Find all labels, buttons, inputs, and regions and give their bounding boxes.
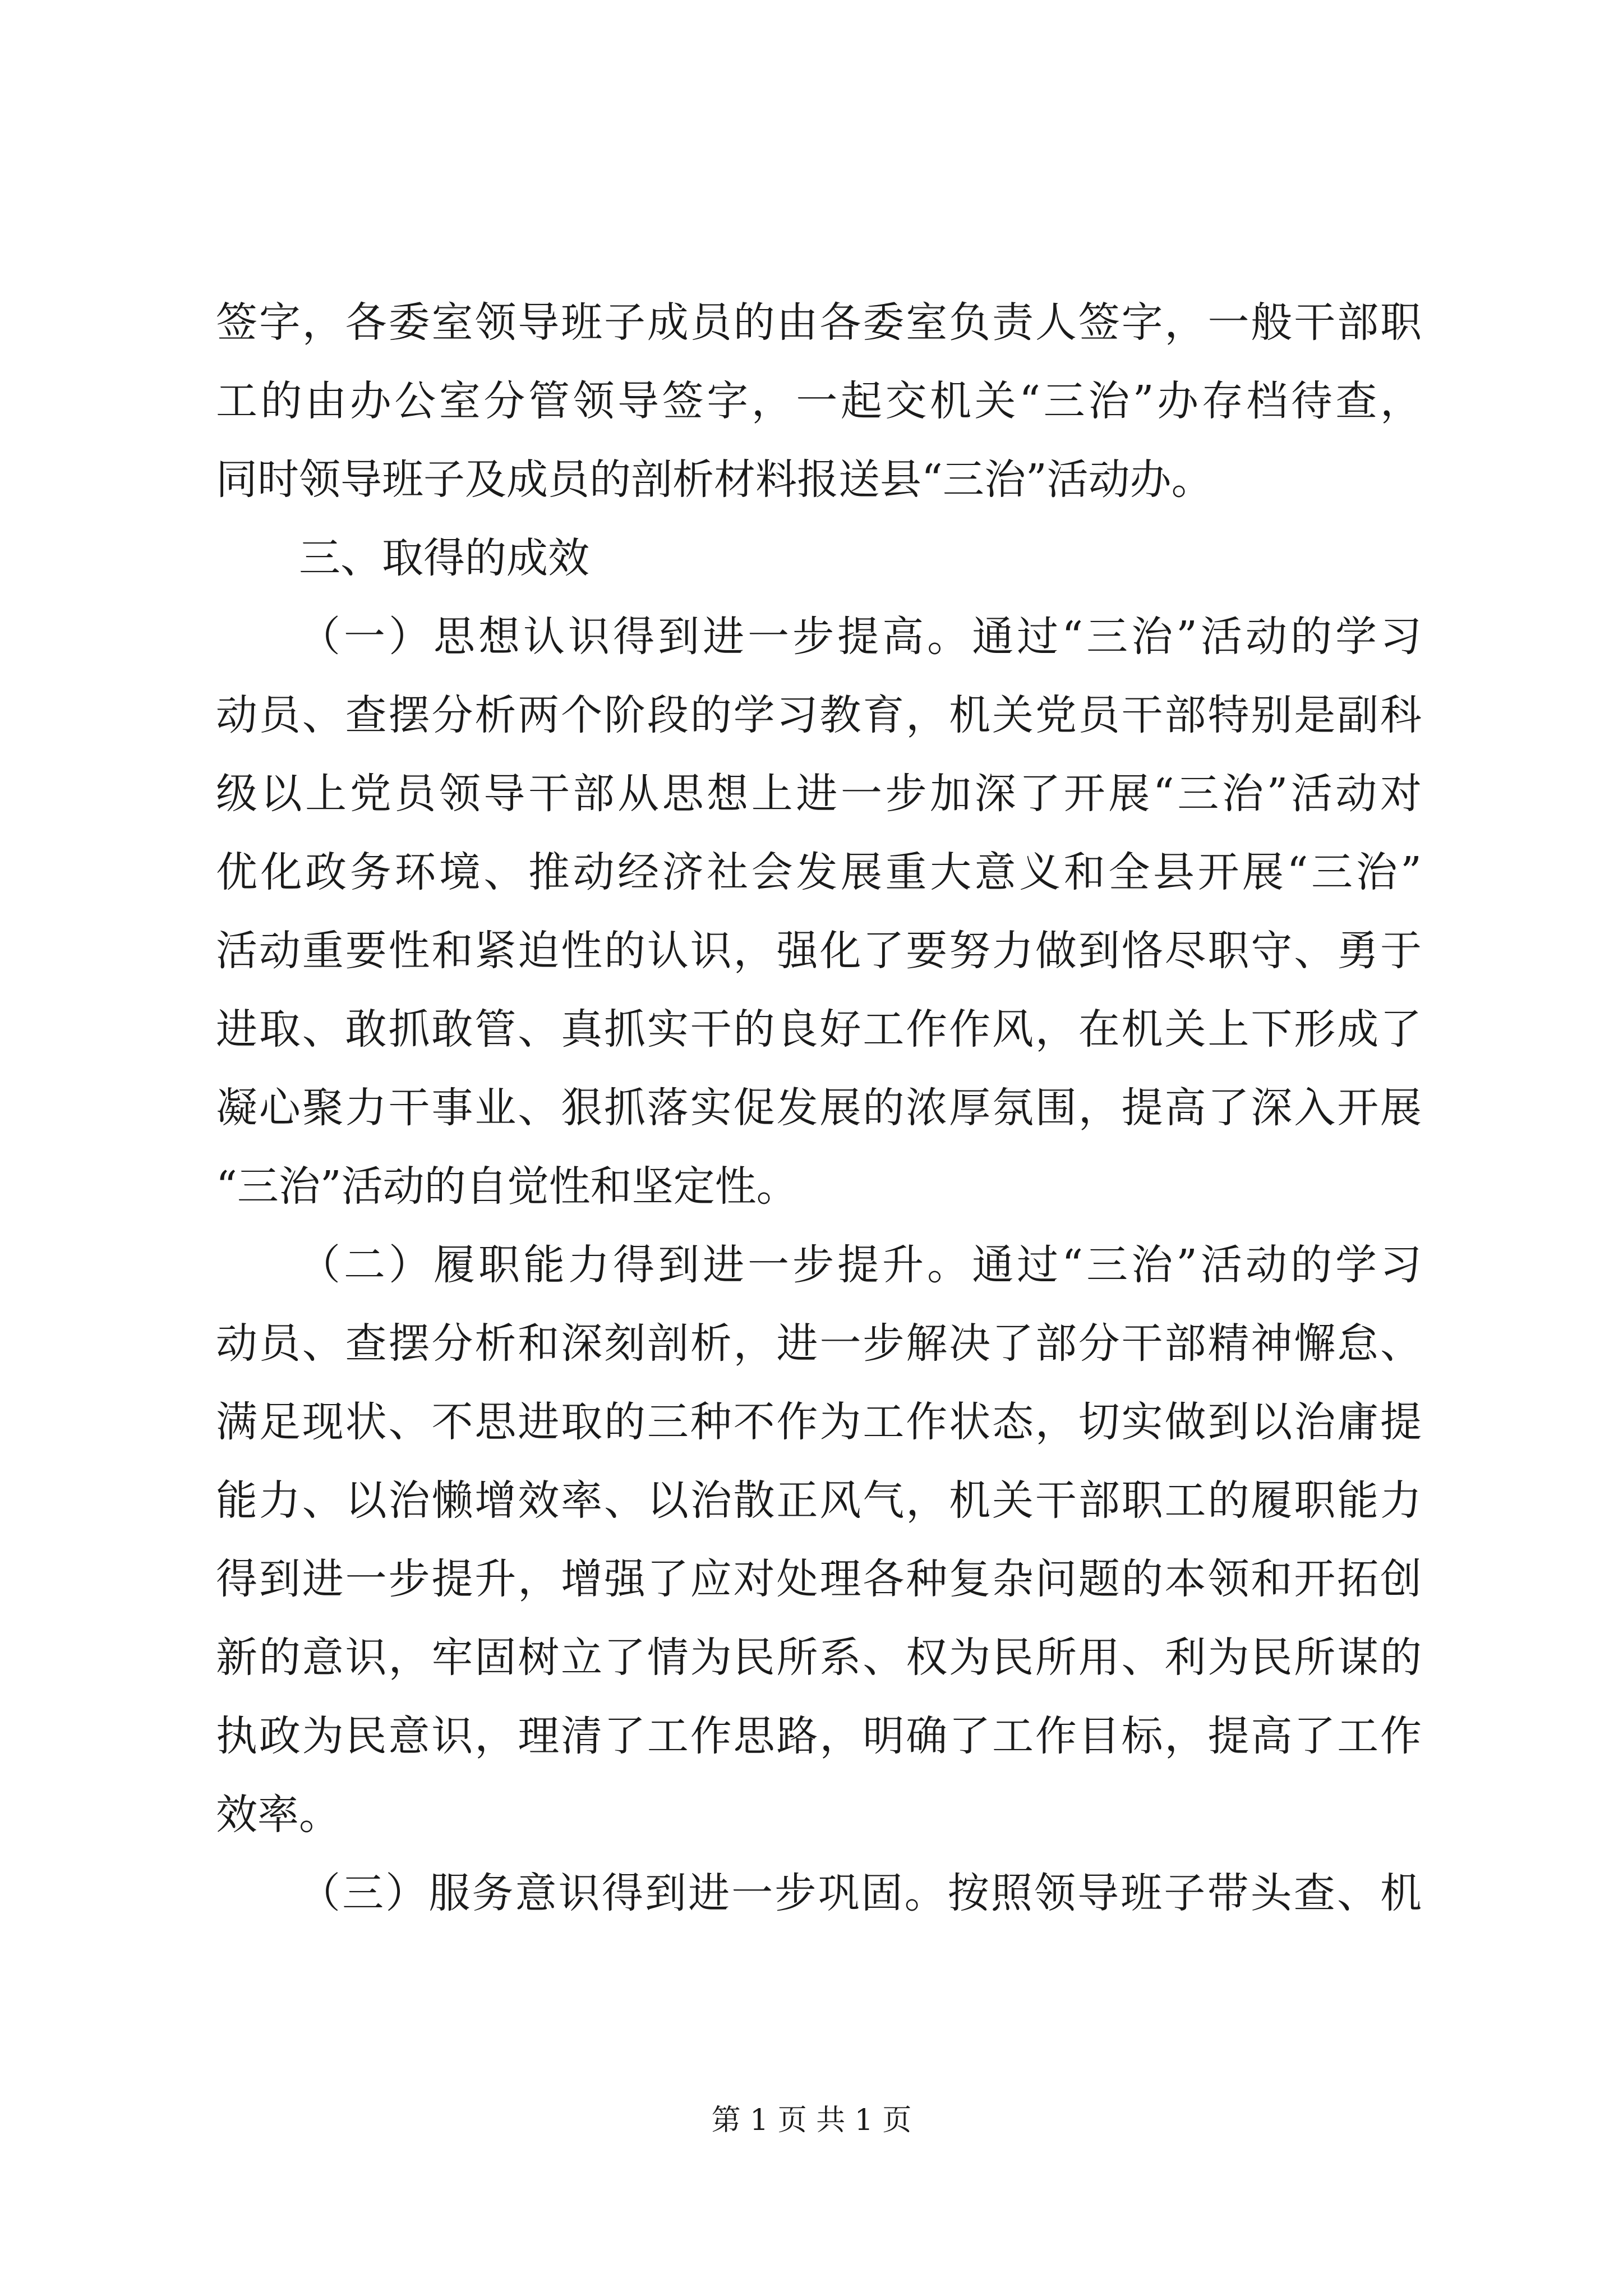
text-line: 同时领导班子及成员的剖析材料报送县“三治”活动办。 [216,455,1213,504]
text-line: 优化政务环境、推动经济社会发展重大意义和全县开展“三治” [216,848,1422,896]
text-line: 签字，各委室领导班子成员的由各委室负责人签字，一般干部职 [216,298,1422,347]
page-footer: 第 1 页 共 1 页 [711,2104,912,2137]
text-line: （三）服务意识得到进一步巩固。按照领导班子带头查、机 [299,1869,1422,1917]
text-line: “三治”活动的自觉性和坚定性。 [216,1162,798,1211]
text-line: 级以上党员领导干部从思想上进一步加深了开展“三治”活动对 [216,770,1422,818]
text-line: 新的意识，牢固树立了情为民所系、权为民所用、利为民所谋的 [216,1634,1422,1682]
text-line: 效率。 [216,1791,340,1839]
text-line: 动员、查摆分析和深刻剖析，进一步解决了部分干部精神懈怠、 [216,1319,1422,1368]
text-line: （二）履职能力得到进一步提升。通过“三治”活动的学习 [299,1241,1422,1289]
text-line: 得到进一步提升，增强了应对处理各种复杂问题的本领和开拓创 [216,1555,1422,1603]
text-line: 能力、以治懒增效率、以治散正风气，机关干部职工的履职能力 [216,1476,1422,1525]
text-line: 凝心聚力干事业、狠抓落实促发展的浓厚氛围，提高了深入开展 [216,1084,1422,1132]
text-line: 活动重要性和紧迫性的认识，强化了要努力做到恪尽职守、勇于 [216,927,1422,975]
section-heading: 三、取得的成效 [299,534,589,582]
text-line: 满足现状、不思进取的三种不作为工作状态，切实做到以治庸提 [216,1398,1422,1446]
text-line: 动员、查摆分析两个阶段的学习教育，机关党员干部特别是副科 [216,691,1422,739]
text-line: 执政为民意识，理清了工作思路，明确了工作目标，提高了工作 [216,1712,1422,1760]
text-line: 进取、敢抓敢管、真抓实干的良好工作作风，在机关上下形成了 [216,1005,1422,1053]
text-line: （一）思想认识得到进一步提高。通过“三治”活动的学习 [299,613,1422,661]
text-line: 工的由办公室分管领导签字，一起交机关“三治”办存档待查， [216,377,1422,425]
